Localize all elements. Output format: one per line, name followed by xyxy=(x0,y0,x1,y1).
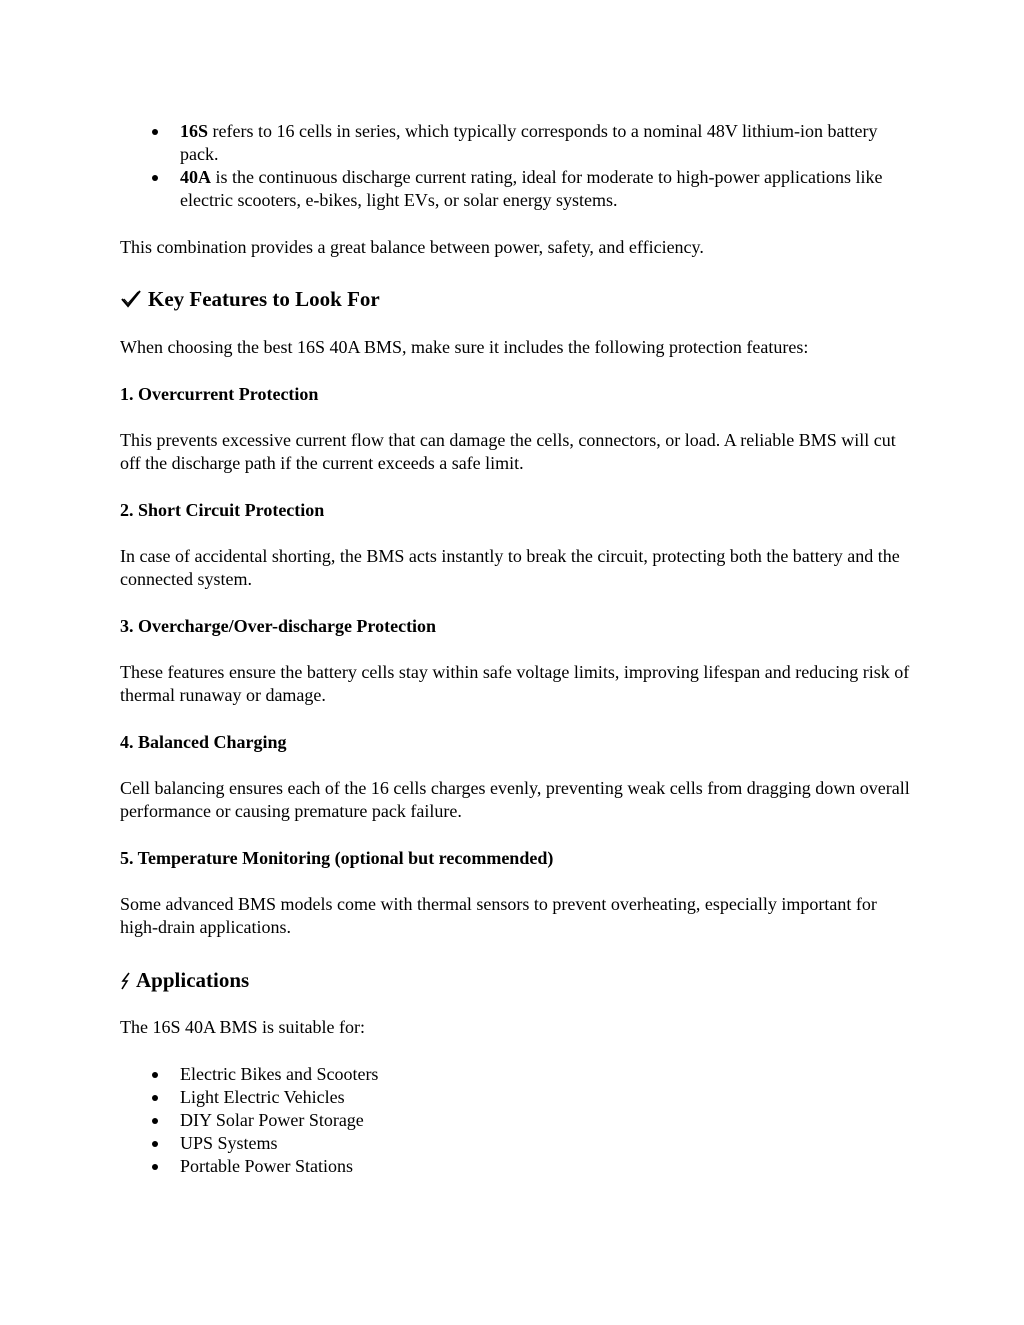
features-intro: When choosing the best 16S 40A BMS, make sure it includes the following protection features: xyxy=(120,337,809,357)
bullet-dot xyxy=(152,175,158,181)
list-item xyxy=(120,120,910,166)
bullet-dot xyxy=(152,129,158,135)
bullet-dot xyxy=(152,1164,158,1170)
list-item xyxy=(120,1086,910,1109)
check-mark-icon xyxy=(120,289,142,315)
feature-body: Cell balancing ensures each of the 16 cells charges evenly, preventing weak cells from dragging down overall performance or causing premature pack failure. xyxy=(120,778,910,821)
bullet-term: 16S xyxy=(180,121,209,141)
applications-heading-text: Applications xyxy=(136,968,250,992)
feature-title: 2. Short Circuit Protection xyxy=(120,500,325,520)
bullet-text: refers to 16 cells in series, which typically corresponds to a nominal 48V lithium-ion battery pack. xyxy=(180,121,878,164)
list-item xyxy=(120,1109,910,1132)
application-item: UPS Systems xyxy=(180,1133,278,1153)
feature-title: 1. Overcurrent Protection xyxy=(120,384,319,404)
bullet-dot xyxy=(152,1072,158,1078)
application-item: Light Electric Vehicles xyxy=(180,1087,345,1107)
features-heading xyxy=(120,286,910,315)
feature-title: 5. Temperature Monitoring (optional but recommended) xyxy=(120,848,554,868)
features-heading-text: Key Features to Look For xyxy=(148,287,380,311)
list-item xyxy=(120,1063,910,1086)
feature-body: These features ensure the battery cells stay within safe voltage limits, improving lifespan and reducing risk of thermal runaway or damage. xyxy=(120,662,910,705)
bullet-text: is the continuous discharge current rating, ideal for moderate to high-power applications like electric scooters, e-bikes, light EVs, or solar energy systems. xyxy=(180,167,883,210)
feature-title: 3. Overcharge/Over-discharge Protection xyxy=(120,616,437,636)
feature-body: Some advanced BMS models come with thermal sensors to prevent overheating, especially important for high-drain applications. xyxy=(120,894,877,937)
list-item xyxy=(120,1132,910,1155)
applications-heading xyxy=(120,967,910,996)
bullet-dot xyxy=(152,1141,158,1147)
feature-title: 4. Balanced Charging xyxy=(120,732,287,752)
list-item xyxy=(120,166,910,212)
bullet-dot xyxy=(152,1095,158,1101)
application-item: Portable Power Stations xyxy=(180,1156,353,1176)
application-item: Electric Bikes and Scooters xyxy=(180,1064,379,1084)
applications-list xyxy=(120,1063,910,1178)
application-item: DIY Solar Power Storage xyxy=(180,1110,364,1130)
list-item xyxy=(120,1155,910,1178)
bullet-term: 40A xyxy=(180,167,211,187)
intro-bullet-list xyxy=(120,120,910,212)
intro-summary: This combination provides a great balance between power, safety, and efficiency. xyxy=(120,237,704,257)
lightning-bolt-icon xyxy=(120,970,132,996)
feature-body: This prevents excessive current flow that can damage the cells, connectors, or load. A reliable BMS will cut off the discharge path if the current exceeds a safe limit. xyxy=(120,430,896,473)
bullet-dot xyxy=(152,1118,158,1124)
applications-intro: The 16S 40A BMS is suitable for: xyxy=(120,1017,366,1037)
feature-body: In case of accidental shorting, the BMS acts instantly to break the circuit, protecting both the battery and the connected system. xyxy=(120,546,900,589)
